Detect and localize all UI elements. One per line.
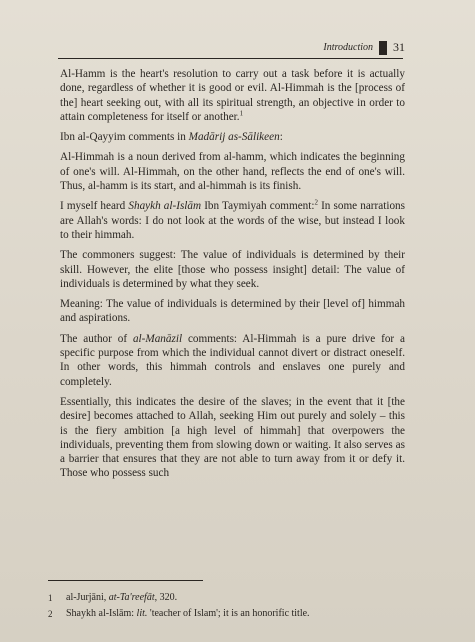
text-segment: Essentially, this indicates the desire of the slaves; in the event that it [the desire] becomes attached to Allah, seeking Him out purely and solely – this is the fiery ambition [a high level of himmah] that overpowers the individuals, preventing them from slowing down or waiting. It also serves as a barrier that ensures that they are not able to turn away from it or defy it. Those who possess such: [60, 395, 405, 480]
paragraph: [60, 395, 405, 481]
paragraph: [60, 248, 405, 291]
footnote-text: [66, 590, 177, 606]
footnote-number: 1: [48, 593, 53, 603]
text-segment: Shaykh al-Islām: [128, 200, 202, 213]
footnote-ref: 1: [239, 109, 244, 118]
text-segment: al-Manāzil: [132, 332, 183, 345]
main-text: [60, 67, 405, 487]
footnotes: [48, 590, 408, 622]
paragraph: [60, 332, 405, 389]
paragraph: [60, 199, 405, 242]
text-segment: In some narrations are Allah's words: I do not look at the words of the wise, but instead I look to their himmah.: [60, 200, 405, 241]
text-segment: Al-Hamm is the heart's resolution to carry out a task before it is actually done, regardless of whether it is good or evil. Al-Himmah is the [process of the] heart seeking out, with all its spiritual strength, an objective in order to attain completeness for itself or another.: [60, 68, 405, 123]
text-segment: at-Ta'reefāt: [108, 592, 155, 603]
text-segment: , 320.: [154, 592, 178, 603]
text-segment: Ibn al-Qayyim comments in: [60, 131, 189, 144]
footnote-number: 2: [48, 609, 53, 619]
text-segment: 'teacher of Islam'; it is an honorific title.: [147, 608, 310, 619]
footnote-text: [66, 606, 310, 622]
text-segment: lit.: [136, 608, 148, 619]
paragraph: [60, 297, 405, 326]
footnote-rule: [48, 580, 203, 581]
text-segment: Al-Himmah is a noun derived from al-hamm, which indicates the beginning of one's will. Al-Himmah, on the other hand, reflects the end of one's will. Thus, al-hamm is its start, and al-himmah is its finish.: [60, 151, 405, 193]
text-segment: Meaning: The value of individuals is determined by their [level of] himmah and aspirations.: [60, 298, 405, 325]
paragraph: [60, 150, 405, 193]
text-segment: The author of: [60, 332, 133, 345]
paragraph: [60, 67, 405, 124]
header-rule: [58, 58, 403, 59]
text-segment: Madārij as-Sālikeen: [188, 131, 280, 144]
text-segment: Shaykh al-Islām:: [66, 608, 137, 619]
page-number: 31: [393, 40, 405, 54]
footnote: [48, 606, 408, 622]
footnote-ref: 2: [314, 198, 318, 207]
text-segment: The commoners suggest: The value of individuals is determined by their skill. However, the elite [those who possess insight] detail: The value of individuals is determined by what they seek.: [60, 249, 405, 290]
running-head: [323, 40, 405, 55]
footnote: [48, 590, 408, 606]
paragraph: [60, 130, 405, 144]
text-segment: I myself heard: [60, 200, 129, 213]
text-segment: comments: Al-Himmah is a pure drive for a specific purpose from which the individual cannot divert or distract oneself. In other words, this himmah controls and enslaves one purely and completely.: [60, 332, 405, 388]
running-head-marker: [379, 41, 387, 55]
text-segment: :: [279, 131, 283, 144]
text-segment: Ibn Taymiyah comment:: [201, 200, 315, 213]
text-segment: al-Jurjāni,: [66, 592, 109, 603]
running-head-title: Introduction: [323, 42, 373, 53]
